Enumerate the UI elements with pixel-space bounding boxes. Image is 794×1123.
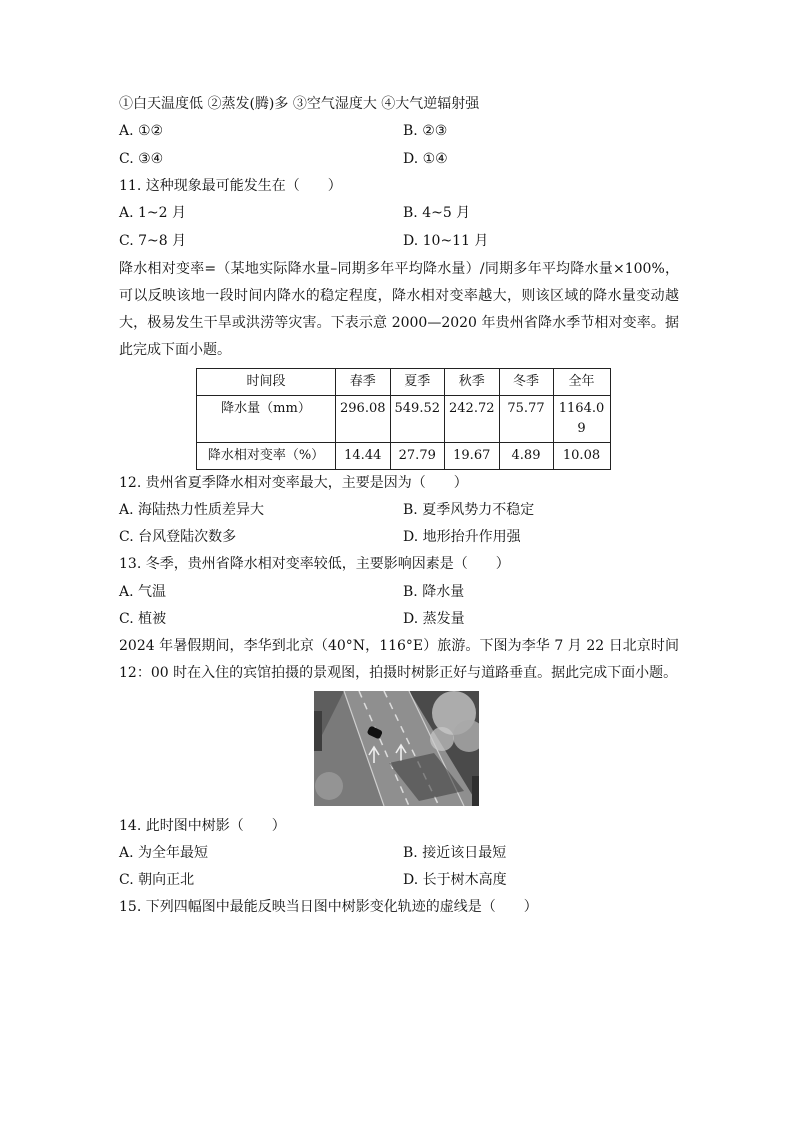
table-cell: 4.89 (499, 443, 553, 470)
q12-option-b: B. 夏季风势力不稳定 (403, 502, 535, 518)
q13-option-d: D. 蒸发量 (403, 611, 465, 627)
table-cell: 19.67 (445, 443, 500, 470)
table-cell: 242.72 (445, 396, 500, 443)
table-header-cell: 秋季 (445, 369, 500, 396)
q13-stem: 13. 冬季，贵州省降水相对变率较低，主要影响因素是（ ） (119, 556, 510, 572)
table-header-cell: 时间段 (197, 369, 336, 396)
q14-option-b: B. 接近该日最短 (403, 845, 507, 861)
q12-stem: 12. 贵州省夏季降水相对变率最大，主要是因为（ ） (119, 475, 468, 491)
q14-option-d: D. 长于树木高度 (403, 872, 507, 888)
q10-option-b: B. ②③ (403, 123, 448, 139)
table-header-row (197, 369, 611, 396)
table-cell: 296.08 (336, 396, 391, 443)
q11-option-b: B. 4~5 月 (403, 205, 471, 221)
q11-option-a: A. 1~2 月 (119, 205, 187, 221)
q14-option-a: A. 为全年最短 (119, 845, 209, 861)
q13-option-b: B. 降水量 (403, 584, 465, 600)
q10-option-d: D. ①④ (403, 151, 448, 167)
q10-statements: ①白天温度低 ②蒸发(腾)多 ③空气湿度大 ④大气逆辐射强 (119, 96, 480, 112)
q15-stem: 15. 下列四幅图中最能反映当日图中树影变化轨迹的虚线是（ ） (119, 899, 538, 915)
table-header-cell: 全年 (553, 369, 610, 396)
table-cell: 1164.0 9 (553, 396, 610, 443)
table-cell: 降水量（mm） (197, 396, 336, 443)
q12-option-a: A. 海陆热力性质差异大 (119, 502, 265, 518)
table-cell: 549.52 (390, 396, 445, 443)
table-row (197, 396, 611, 443)
q11-option-c: C. 7~8 月 (119, 233, 187, 249)
table-header-cell: 夏季 (390, 369, 445, 396)
q13-option-c: C. 植被 (119, 611, 167, 627)
q14-option-c: C. 朝向正北 (119, 872, 195, 888)
q10-option-a: A. ①② (119, 123, 164, 139)
street-photo (314, 691, 479, 806)
q11-stem: 11. 这种现象最可能发生在（ ） (119, 178, 342, 194)
q14-stem: 14. 此时图中树影（ ） (119, 818, 286, 834)
table-cell: 75.77 (499, 396, 553, 443)
q11-option-d: D. 10~11 月 (403, 233, 489, 249)
q12-option-d: D. 地形抬升作用强 (403, 529, 521, 545)
q10-option-c: C. ③④ (119, 151, 164, 167)
passage-rainfall-variability: 降水相对变率=（某地实际降水量–同期多年平均降水量）/同期多年平均降水量×100%，可以反映该地一段时间内降水的稳定程度，降水相对变率越大，则该区域的降水量变动越大，极易发生干旱或洪涝等灾害。下表示意 2000—2020 年贵州省降水季节相对变率。据此完成下面小题。 (119, 261, 679, 358)
table-header-cell: 冬季 (499, 369, 553, 396)
table-cell: 10.08 (553, 443, 610, 470)
q13-option-a: A. 气温 (119, 584, 167, 600)
q12-option-c: C. 台风登陆次数多 (119, 529, 237, 545)
table-row (197, 443, 611, 470)
table-cell: 14.44 (336, 443, 391, 470)
rainfall-table (196, 368, 611, 470)
table-cell: 降水相对变率（%） (197, 443, 336, 470)
passage-beijing-trip: 2024 年暑假期间，李华到北京（40°N，116°E）旅游。下图为李华 7 月 22 日北京时间 12：00 时在入住的宾馆拍摄的景观图，拍摄时树影正好与道路垂直。据此完成下面小题。 (119, 638, 679, 681)
table-cell: 27.79 (390, 443, 445, 470)
table-header-cell: 春季 (336, 369, 391, 396)
